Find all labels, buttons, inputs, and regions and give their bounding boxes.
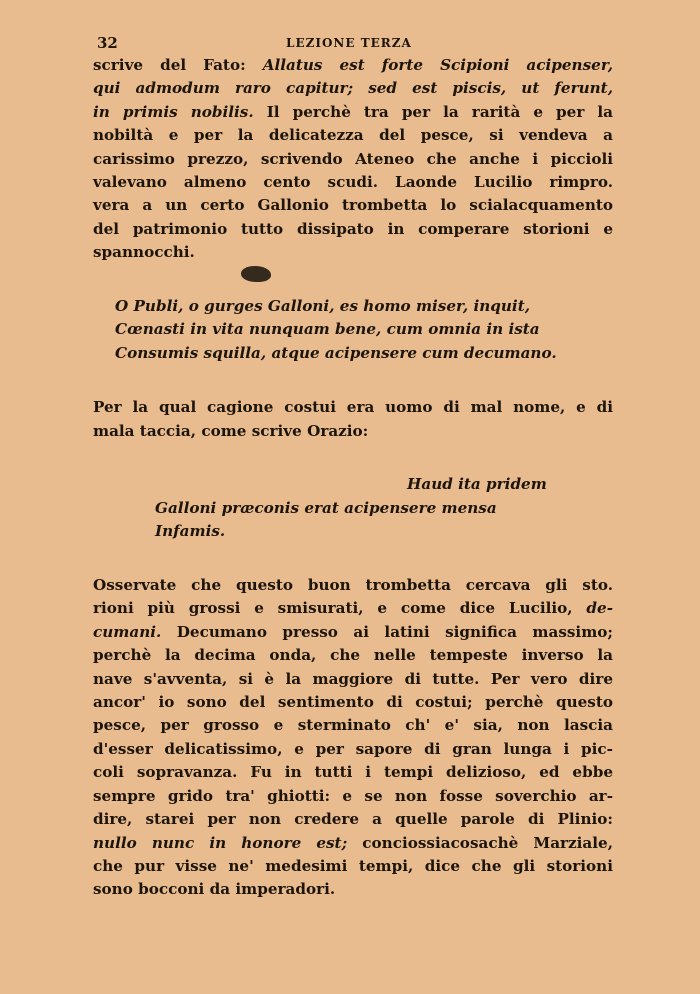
text-line: Per la qual cagione costui era uomo di mal nome, e di	[93, 398, 613, 417]
text-line: vera a un certo Gallonio trombetta lo scialacquamento	[93, 196, 613, 215]
text-line: Osservate che questo buon trombetta cercava gli sto.	[93, 576, 613, 595]
verse-line: O Publi, o gurges Galloni, es homo miser, inquit,	[115, 296, 531, 315]
text-line: valevano almeno cento scudi. Laonde Lucilio rimpro.	[93, 173, 613, 192]
paragraph-3	[93, 574, 613, 902]
text-line: nobiltà e per la delicatezza del pesce, si vendeva a	[93, 126, 613, 145]
latin-verse-quote-2	[93, 473, 613, 544]
text-line: d'esser delicatissimo, e per sapore di gran lunga i pic-	[93, 739, 613, 758]
verse-line: Cœnasti in vita nunquam bene, cum omnia in ista	[115, 320, 540, 339]
text-line: perchè la decima onda, che nelle tempeste inverso la	[93, 646, 613, 665]
text-span: conciossiacosachè Marziale,	[347, 833, 613, 852]
text-line: pesce, per grosso e sterminato ch' e' sia, non lascia	[93, 716, 613, 735]
text-line: dire, starei per non credere a quelle parole di Plinio:	[93, 810, 613, 829]
text-line: mala taccia, come scrive Orazio:	[93, 421, 369, 440]
text-line: sono bocconi da imperadori.	[93, 880, 336, 899]
latin-quote-span: cumani.	[93, 622, 162, 641]
book-page	[93, 34, 613, 902]
latin-verse-quote-1	[93, 295, 613, 366]
running-head: LEZIONE TERZA	[286, 36, 412, 50]
text-line	[93, 621, 613, 644]
verse-line: Infamis.	[155, 522, 226, 541]
text-line: del patrimonio tutto dissipato in comperare storioni e	[93, 219, 613, 238]
text-line: coli sopravanza. Fu in tutti i tempi delizioso, ed ebbe	[93, 763, 613, 782]
latin-quote-span: Allatus est forte Scipioni acipenser,	[262, 56, 613, 74]
verse-line: Galloni præconis erat acipensere mensa	[155, 498, 497, 517]
text-span: Il perchè tra per la rarità e per la	[253, 102, 613, 121]
paragraph-2	[93, 396, 613, 443]
text-line: spannocchi.	[93, 243, 195, 262]
latin-quote-span: in primis nobilis.	[93, 102, 254, 121]
text-span: Decumano presso ai latini significa massimo;	[161, 622, 613, 641]
text-line: ancor' io sono del sentimento di costui; perchè questo	[93, 693, 613, 712]
text-line: nave s'avventa, si è la maggiore di tutte. Per vero dire	[93, 669, 613, 688]
text-span: scrive del Fato:	[93, 56, 263, 74]
latin-quote-span: nullo nunc in honore est;	[93, 833, 348, 852]
text-line	[93, 101, 613, 124]
verse-line: Consumis squilla, atque acipensere cum decumano.	[115, 343, 557, 362]
page-number: 32	[97, 34, 118, 52]
latin-quote-span: de-	[586, 599, 613, 618]
text-line	[93, 54, 613, 77]
text-line: sempre grido tra' ghiotti: e se non fosse soverchio ar-	[93, 786, 613, 805]
text-line	[93, 597, 613, 620]
paragraph-1	[93, 54, 613, 265]
verse-line: Haud ita pridem	[407, 475, 547, 494]
text-span: rioni più grossi e smisurati, e come dice Lucilio,	[93, 599, 587, 618]
text-line: che pur visse ne' medesimi tempi, dice che gli storioni	[93, 856, 613, 875]
ink-blot-mark	[241, 266, 271, 282]
text-line: qui admodum raro capitur; sed est piscis, ut ferunt,	[93, 79, 613, 98]
text-line: carissimo prezzo, scrivendo Ateneo che anche i piccioli	[93, 149, 613, 168]
page-header	[93, 34, 613, 54]
text-line	[93, 832, 613, 855]
